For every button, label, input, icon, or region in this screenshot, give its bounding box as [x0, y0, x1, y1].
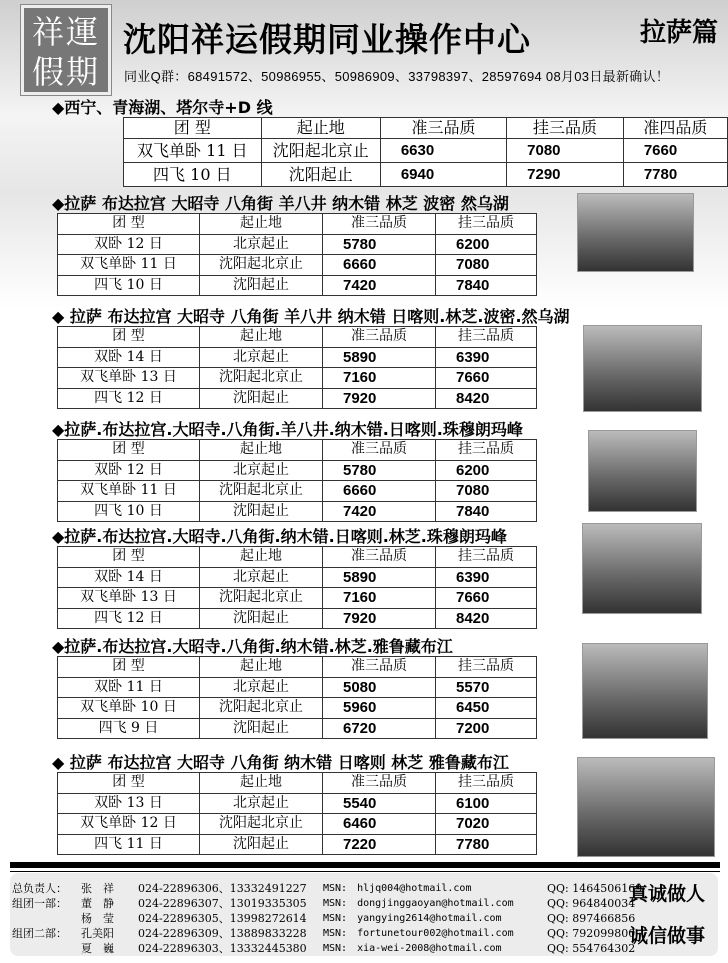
table-cell: 北京起止 [200, 460, 323, 481]
contact-dept: 组团二部： [12, 927, 67, 940]
page-subtitle: 拉萨篇 [639, 18, 718, 48]
price-cell: 7660 [623, 138, 727, 162]
price-cell: 7020 [436, 814, 537, 835]
price-cell: 8420 [436, 388, 537, 409]
column-header: 起止地 [261, 118, 380, 139]
table-row [58, 588, 537, 609]
contact-name: 杨 莹 [81, 912, 114, 925]
price-cell: 7160 [323, 368, 436, 389]
table-cell: 北京起止 [200, 567, 323, 588]
contacts-panel [10, 873, 718, 956]
table-row [58, 834, 537, 855]
route-title: ◆ 拉萨 布达拉宫 大昭寺 八角街 纳木错 日喀则 林芝 雅鲁藏布江 [52, 753, 509, 772]
price-table [57, 213, 537, 296]
table-header [58, 440, 537, 461]
contact-msn: MSN: xia-wei-2008@hotmail.com [323, 943, 502, 954]
price-cell: 7080 [436, 481, 537, 502]
price-table [57, 439, 537, 522]
price-cell: 5890 [323, 347, 436, 368]
scenery-photo [582, 643, 708, 739]
table-row [58, 481, 537, 502]
table-cell: 四飞 10 日 [124, 162, 262, 186]
table-row [58, 501, 537, 522]
table-row [58, 608, 537, 629]
route-title: ◆西宁、青海湖、塔尔寺+D 线 [52, 98, 273, 117]
table-cell: 四飞 12 日 [58, 388, 200, 409]
contact-msn: MSN: hljq004@hotmail.com [323, 883, 472, 894]
column-header: 准三品质 [323, 440, 436, 461]
table-cell: 双卧 12 日 [58, 460, 200, 481]
column-header: 挂三品质 [436, 773, 537, 794]
table-cell: 北京起止 [200, 347, 323, 368]
column-header: 团 型 [58, 547, 200, 568]
table-header [58, 773, 537, 794]
column-header: 起止地 [200, 547, 323, 568]
table-cell: 沈阳起止 [261, 162, 380, 186]
table-cell: 沈阳起北京止 [200, 255, 323, 276]
price-cell: 5780 [323, 460, 436, 481]
table-cell: 沈阳起北京止 [200, 368, 323, 389]
slogan: 真诚做人 [629, 883, 706, 905]
column-header: 准四品质 [623, 118, 727, 139]
column-header: 起止地 [200, 214, 323, 235]
table-header [58, 547, 537, 568]
scenery-photo [577, 193, 694, 272]
column-header: 挂三品质 [436, 214, 537, 235]
scenery-photo [582, 523, 702, 614]
column-header: 准三品质 [323, 657, 436, 678]
contact-qq: QQ: 964840034 [547, 897, 636, 910]
table-cell: 双飞单卧 12 日 [58, 814, 200, 835]
contact-name: 董 静 [81, 897, 114, 910]
table-row [58, 255, 537, 276]
table-header [58, 327, 537, 348]
contact-phone: 024-22896303、13332445380 [138, 942, 307, 955]
column-header: 团 型 [124, 118, 262, 139]
table-cell: 沈阳起止 [200, 501, 323, 522]
scenery-photo [583, 325, 702, 412]
contact-name: 夏 巍 [81, 942, 114, 955]
column-header: 挂三品质 [507, 118, 624, 139]
route-title: ◆拉萨 布达拉宫 大昭寺 八角街 羊八井 纳木错 林芝 波密 然乌湖 [52, 194, 509, 213]
column-header: 团 型 [58, 214, 200, 235]
table-cell: 沈阳起北京止 [200, 814, 323, 835]
table-cell: 双卧 11 日 [58, 677, 200, 698]
column-header: 准三品质 [323, 547, 436, 568]
price-cell: 7840 [436, 275, 537, 296]
price-cell: 6200 [436, 234, 537, 255]
table-row [124, 162, 728, 186]
price-table [57, 656, 537, 739]
route-title: ◆拉萨.布达拉宫.大昭寺.八角街.羊八井.纳木错.日喀则.珠穆朗玛峰 [52, 420, 523, 439]
price-cell: 7080 [507, 138, 624, 162]
price-table [57, 546, 537, 629]
table-row [124, 138, 728, 162]
table-cell: 北京起止 [200, 793, 323, 814]
price-cell: 5780 [323, 234, 436, 255]
column-header: 团 型 [58, 657, 200, 678]
column-header: 起止地 [200, 657, 323, 678]
table-cell: 四飞 10 日 [58, 275, 200, 296]
logo: 祥運假期 [21, 5, 111, 95]
table-row [58, 275, 537, 296]
table-cell: 北京起止 [200, 677, 323, 698]
table-row [58, 814, 537, 835]
contact-msn: MSN: dongjinggaoyan@hotmail.com [323, 898, 514, 909]
contact-qq: QQ: 1464506169 [547, 882, 643, 895]
price-table [123, 117, 728, 187]
price-cell: 6390 [436, 347, 537, 368]
table-cell: 沈阳起北京止 [200, 588, 323, 609]
contact-phone: 024-22896306、13332491227 [138, 882, 307, 895]
price-cell: 7160 [323, 588, 436, 609]
table-cell: 双飞单卧 10 日 [58, 698, 200, 719]
price-cell: 8420 [436, 608, 537, 629]
contact-name: 孔美阳 [81, 927, 114, 940]
price-cell: 7200 [436, 718, 537, 739]
table-cell: 沈阳起止 [200, 718, 323, 739]
column-header: 挂三品质 [436, 327, 537, 348]
price-cell: 7660 [436, 588, 537, 609]
column-header: 团 型 [58, 440, 200, 461]
qq-groups: 同业Q群：68491572、50986955、50986909、33798397、28597694 08月03日最新确认！ [124, 69, 670, 84]
table-cell: 沈阳起北京止 [200, 698, 323, 719]
table-cell: 双卧 12 日 [58, 234, 200, 255]
table-row [58, 460, 537, 481]
table-row [58, 347, 537, 368]
route-title: ◆ 拉萨 布达拉宫 大昭寺 八角街 羊八井 纳木错 日喀则.林芝.波密.然乌湖 [52, 307, 570, 326]
column-header: 挂三品质 [436, 547, 537, 568]
table-cell: 四飞 11 日 [58, 834, 200, 855]
table-row [58, 368, 537, 389]
price-cell: 7080 [436, 255, 537, 276]
table-row [58, 234, 537, 255]
table-cell: 双飞单卧 13 日 [58, 588, 200, 609]
price-cell: 5570 [436, 677, 537, 698]
table-cell: 双飞单卧 13 日 [58, 368, 200, 389]
table-row [58, 567, 537, 588]
table-cell: 北京起止 [200, 234, 323, 255]
scenery-photo [577, 757, 715, 857]
price-cell: 6390 [436, 567, 537, 588]
table-header [124, 118, 728, 139]
contact-qq: QQ: 554764302 [547, 942, 636, 955]
contact-msn: MSN: yangying2614@hotmail.com [323, 913, 502, 924]
price-cell: 6100 [436, 793, 537, 814]
contact-phone: 024-22896305、13998272614 [138, 912, 307, 925]
table-cell: 沈阳起北京止 [200, 481, 323, 502]
contact-dept: 组团一部： [12, 897, 67, 910]
column-header: 挂三品质 [436, 440, 537, 461]
contact-phone: 024-22896309、13889833228 [138, 927, 307, 940]
price-cell: 7220 [323, 834, 436, 855]
column-header: 团 型 [58, 327, 200, 348]
table-cell: 双飞单卧 11 日 [58, 255, 200, 276]
column-header: 准三品质 [323, 214, 436, 235]
price-cell: 6940 [380, 162, 506, 186]
price-cell: 5540 [323, 793, 436, 814]
price-cell: 6460 [323, 814, 436, 835]
page-title: 沈阳祥运假期同业操作中心 [123, 20, 531, 59]
table-cell: 双卧 13 日 [58, 793, 200, 814]
table-cell: 沈阳起止 [200, 834, 323, 855]
price-cell: 5080 [323, 677, 436, 698]
price-cell: 7920 [323, 388, 436, 409]
column-header: 挂三品质 [436, 657, 537, 678]
price-cell: 6200 [436, 460, 537, 481]
price-cell: 6660 [323, 481, 436, 502]
price-table [57, 772, 537, 855]
slogan: 诚信做事 [629, 925, 706, 947]
contact-qq: QQ: 897466856 [547, 912, 636, 925]
table-header [58, 214, 537, 235]
table-cell: 沈阳起止 [200, 275, 323, 296]
price-cell: 5960 [323, 698, 436, 719]
table-cell: 双飞单卧 11 日 [58, 481, 200, 502]
table-row [58, 698, 537, 719]
table-row [58, 677, 537, 698]
table-cell: 双卧 14 日 [58, 567, 200, 588]
column-header: 起止地 [200, 440, 323, 461]
price-table [57, 326, 537, 409]
column-header: 起止地 [200, 773, 323, 794]
table-row [58, 793, 537, 814]
table-cell: 双飞单卧 11 日 [124, 138, 262, 162]
contact-dept: 总负责人： [12, 882, 67, 895]
column-header: 准三品质 [323, 327, 436, 348]
price-cell: 7920 [323, 608, 436, 629]
contact-name: 张 祥 [81, 882, 114, 895]
route-title: ◆拉萨.布达拉宫.大昭寺.八角街.纳木错.日喀则.林芝.珠穆朗玛峰 [52, 527, 507, 546]
price-cell: 6660 [323, 255, 436, 276]
price-cell: 6630 [380, 138, 506, 162]
table-row [58, 718, 537, 739]
price-cell: 7660 [436, 368, 537, 389]
route-title: ◆拉萨.布达拉宫.大昭寺.八角街.纳木错.林芝.雅鲁藏布江 [52, 637, 453, 656]
price-cell: 5890 [323, 567, 436, 588]
contact-msn: MSN: fortunetour002@hotmail.com [323, 928, 514, 939]
price-cell: 7420 [323, 501, 436, 522]
divider [10, 862, 720, 868]
table-cell: 四飞 10 日 [58, 501, 200, 522]
table-cell: 双卧 14 日 [58, 347, 200, 368]
table-cell: 沈阳起止 [200, 608, 323, 629]
column-header: 准三品质 [380, 118, 506, 139]
price-cell: 7780 [436, 834, 537, 855]
price-cell: 6720 [323, 718, 436, 739]
table-cell: 四飞 9 日 [58, 718, 200, 739]
scenery-photo [588, 430, 697, 512]
price-cell: 7420 [323, 275, 436, 296]
price-cell: 6450 [436, 698, 537, 719]
column-header: 起止地 [200, 327, 323, 348]
table-cell: 沈阳起北京止 [261, 138, 380, 162]
column-header: 准三品质 [323, 773, 436, 794]
price-cell: 7840 [436, 501, 537, 522]
table-cell: 沈阳起止 [200, 388, 323, 409]
table-header [58, 657, 537, 678]
price-cell: 7290 [507, 162, 624, 186]
table-row [58, 388, 537, 409]
contact-qq: QQ: 792099800 [547, 927, 636, 940]
table-cell: 四飞 12 日 [58, 608, 200, 629]
column-header: 团 型 [58, 773, 200, 794]
price-cell: 7780 [623, 162, 727, 186]
contact-phone: 024-22896307、13019335305 [138, 897, 307, 910]
